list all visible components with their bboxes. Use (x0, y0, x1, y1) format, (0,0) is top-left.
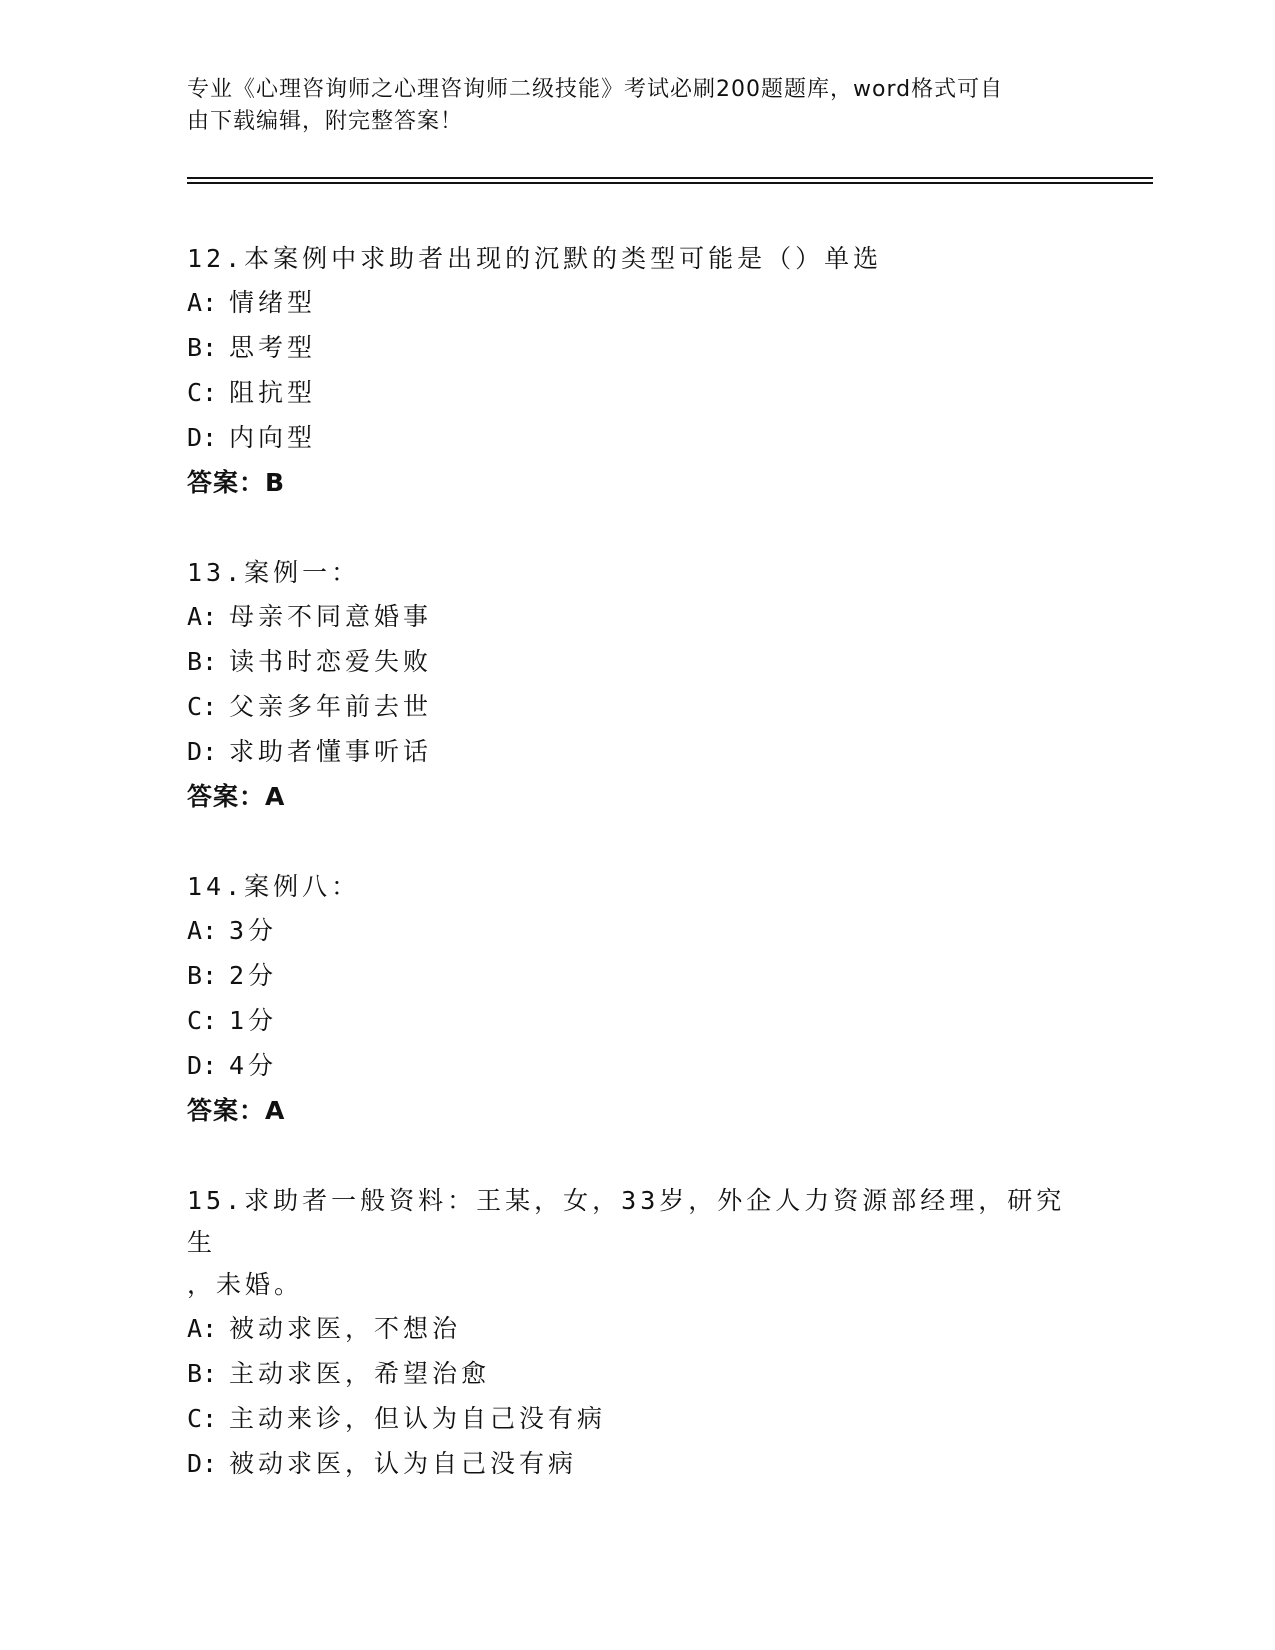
option-key: A: (187, 916, 218, 945)
option-text: 主动来诊，但认为自己没有病 (229, 1404, 607, 1433)
option-text: 主动求医，希望治愈 (229, 1359, 491, 1388)
option-key: D: (187, 423, 218, 452)
option-c (187, 684, 1087, 729)
option-d (187, 729, 1087, 774)
question-title: 15.求助者一般资料：王某，女，33岁，外企人力资源部经理，研究生 (187, 1186, 1066, 1257)
option-text: 情绪型 (229, 288, 317, 317)
option-text: 1分 (229, 1006, 278, 1035)
option-c (187, 998, 1087, 1043)
option-key: C: (187, 1006, 218, 1035)
header-line-1: 专业《心理咨询师之心理咨询师二级技能》考试必刷200题题库，word格式可自 (187, 77, 1004, 102)
question-list (187, 238, 1087, 1532)
option-key: C: (187, 378, 218, 407)
option-text: 父亲多年前去世 (229, 692, 433, 721)
question-title-continued: ，未婚。 (187, 1270, 304, 1299)
question-12 (187, 238, 1087, 506)
question-13 (187, 552, 1087, 820)
option-key: A: (187, 602, 218, 631)
question-15 (187, 1180, 1087, 1486)
header-line-2: 由下载编辑，附完整答案！ (187, 109, 464, 134)
option-text: 求助者懂事听话 (229, 737, 433, 766)
option-text: 被动求医，不想治 (229, 1314, 462, 1343)
option-b (187, 1351, 1087, 1396)
option-text: 被动求医，认为自己没有病 (229, 1449, 578, 1478)
option-text: 读书时恋爱失败 (229, 647, 433, 676)
option-key: D: (187, 1449, 218, 1478)
option-d (187, 415, 1087, 460)
option-key: B: (187, 333, 218, 362)
option-a (187, 1306, 1087, 1351)
option-d (187, 1043, 1087, 1088)
option-key: A: (187, 288, 218, 317)
answer-line: 答案：A (187, 782, 286, 811)
option-key: D: (187, 737, 218, 766)
option-key: A: (187, 1314, 218, 1343)
header-divider-top (187, 177, 1153, 179)
option-key: B: (187, 961, 218, 990)
question-14 (187, 866, 1087, 1134)
option-key: C: (187, 692, 218, 721)
document-header (187, 74, 1067, 138)
option-a (187, 280, 1087, 325)
option-b (187, 325, 1087, 370)
question-title: 12.本案例中求助者出现的沉默的类型可能是（）单选 (187, 244, 883, 273)
option-text: 内向型 (229, 423, 317, 452)
option-key: B: (187, 647, 218, 676)
option-b (187, 953, 1087, 998)
option-d (187, 1441, 1087, 1486)
option-a (187, 908, 1087, 953)
answer-line: 答案：B (187, 468, 286, 497)
option-text: 思考型 (229, 333, 317, 362)
option-c (187, 1396, 1087, 1441)
option-b (187, 639, 1087, 684)
option-key: D: (187, 1051, 218, 1080)
option-c (187, 370, 1087, 415)
header-divider-bottom (187, 182, 1153, 184)
option-text: 阻抗型 (229, 378, 317, 407)
option-key: B: (187, 1359, 218, 1388)
option-a (187, 594, 1087, 639)
question-title: 13.案例一： (187, 558, 361, 587)
option-text: 母亲不同意婚事 (229, 602, 433, 631)
option-key: C: (187, 1404, 218, 1433)
question-title: 14.案例八： (187, 872, 361, 901)
option-text: 2分 (229, 961, 278, 990)
answer-line: 答案：A (187, 1096, 286, 1125)
option-text: 3分 (229, 916, 278, 945)
option-text: 4分 (229, 1051, 278, 1080)
